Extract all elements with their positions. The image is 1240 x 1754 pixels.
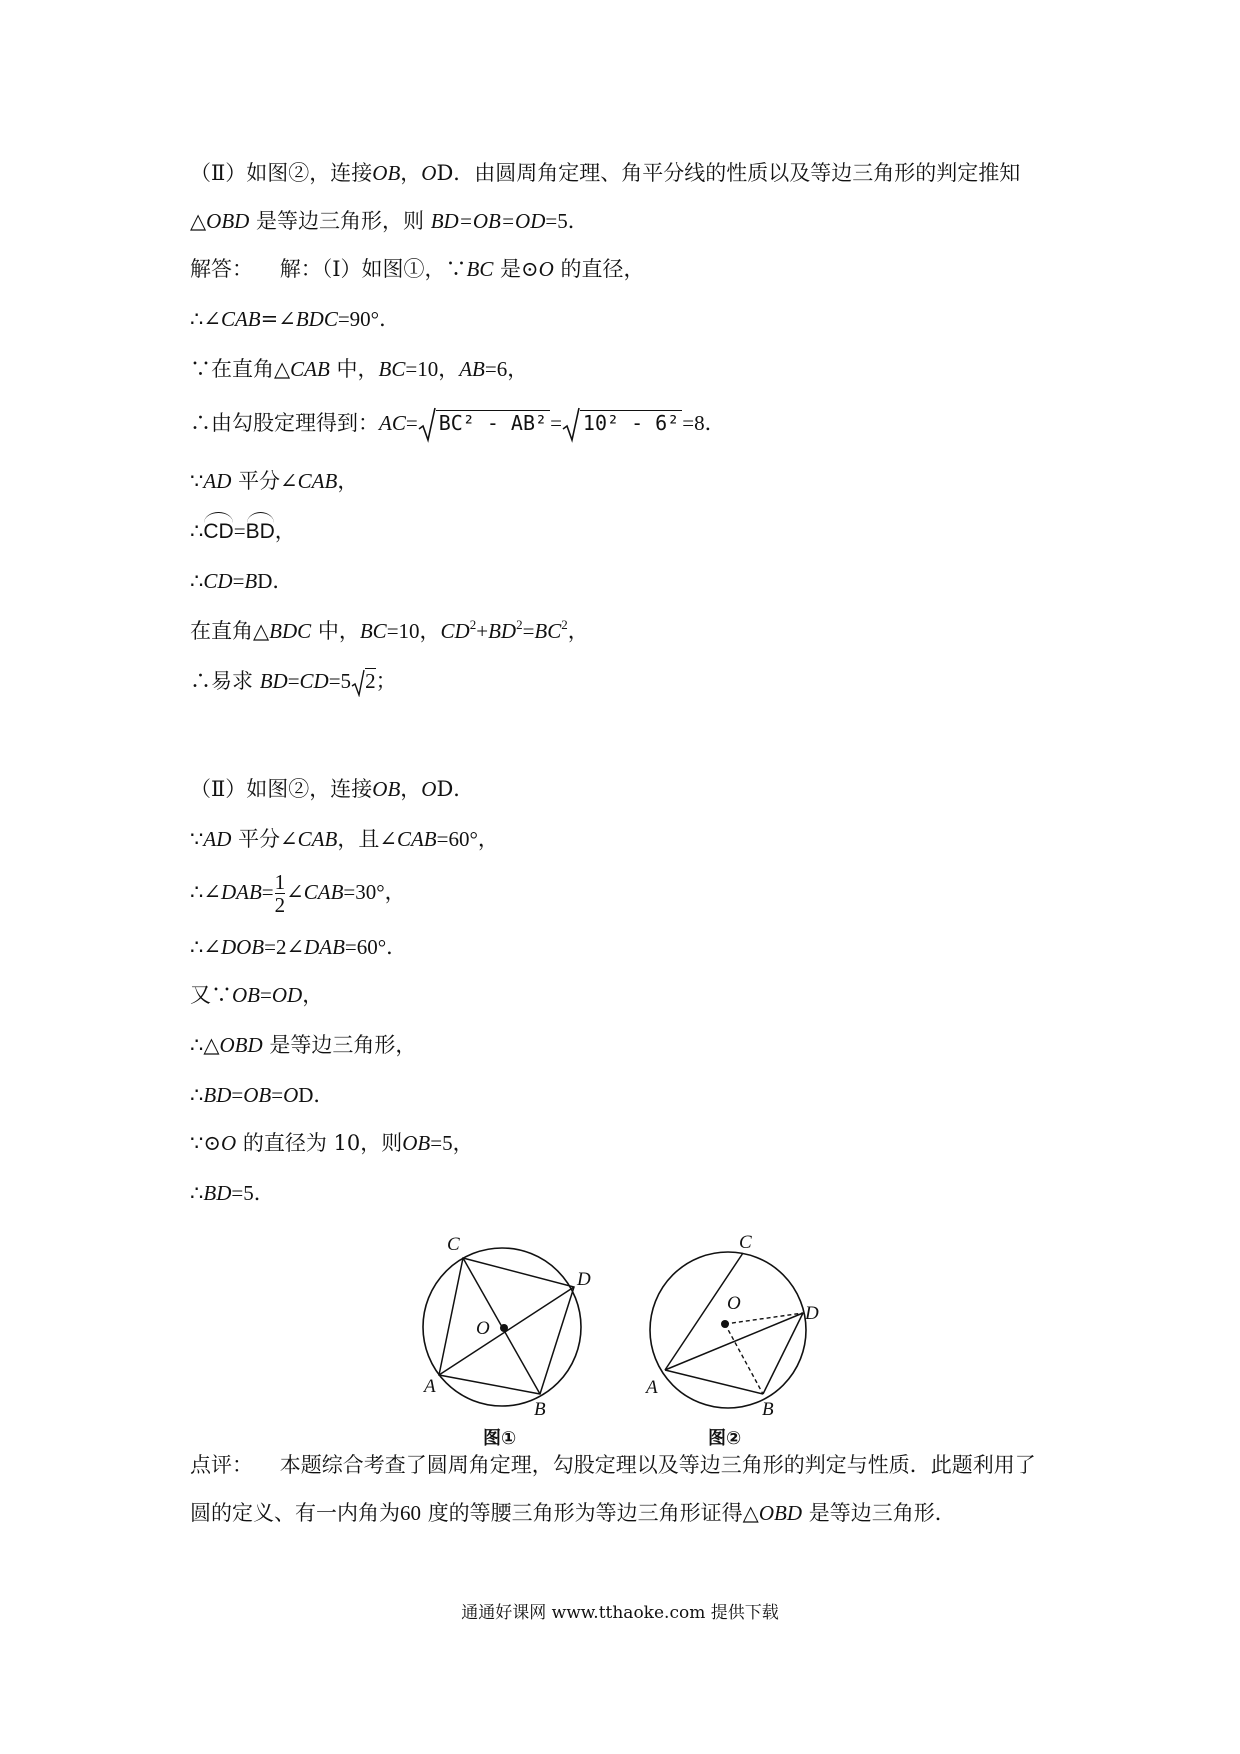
solution-line-triangle-bdc: 在直角△BDC 中，BC=10，$CD^2+BD^2=BC^2$，	[190, 617, 589, 643]
solution-part2-line8: ∵⊙O 的直径为 10，则OB=5，	[190, 1131, 474, 1155]
solution-part2-line1: （Ⅱ）如图②，连接OB，OD．	[190, 777, 475, 801]
solution-part2-line5: 又∵OB=OD，	[190, 983, 324, 1007]
figure-1	[422, 1234, 591, 1449]
comment-line2: 圆的定义、有一内角为60 度的等腰三角形为等边三角形证得△OBD 是等边三角形．	[190, 1501, 956, 1525]
arc-cd: CD	[203, 517, 233, 547]
solution-part2-line3: ∴∠DAB= $\frac{1}{2}$ ∠CAB=30°，	[190, 870, 406, 917]
center-point	[500, 1324, 508, 1332]
solution-line-right-triangle: ∵在直角△CAB 中，BC=10，AB=6，	[190, 357, 529, 381]
analysis-part2-line1: （Ⅱ）如图②，连接OB，OD．由圆周角定理、角平分线的性质以及等边三角形的判定推知	[190, 161, 1021, 185]
solution-part2-line2: ∵AD 平分∠CAB，且∠CAB=60°，	[190, 827, 499, 851]
figure-2	[644, 1232, 819, 1449]
label-a: A	[646, 1377, 658, 1398]
fraction-one-half: $\frac{1}{2}$	[274, 870, 286, 917]
sqrt-sign	[562, 407, 580, 443]
center-point	[721, 1320, 729, 1328]
comment-line1: 点评： 本题综合考查了圆周角定理，勾股定理以及等边三角形的判定与性质．此题利用了	[190, 1453, 1036, 1477]
figure-2-dashed-radii	[725, 1313, 803, 1394]
label-b: B	[762, 1399, 774, 1420]
page-footer: 通通好课网 www.tthaoke.com 提供下载	[461, 1603, 779, 1623]
label-o: O	[727, 1293, 741, 1314]
label-o: O	[476, 1318, 490, 1339]
figure-1-caption: 图①	[483, 1428, 517, 1449]
geometry-figures	[405, 1232, 825, 1452]
label-b: B	[534, 1399, 546, 1420]
solution-line-angles: ∴∠CAB=∠BDC=90°．	[190, 307, 401, 331]
solution-part2-line9: ∴BD=5．	[190, 1181, 275, 1205]
label-c: C	[447, 1234, 460, 1255]
solution-heading-line: 解答： 解：（Ⅰ）如图①，∵BC 是⊙O 的直径，	[190, 257, 645, 281]
sqrt-sign	[418, 407, 436, 443]
solution-line-bisector: ∵AD 平分∠CAB，	[190, 469, 359, 493]
solution-line-result1: ∴易求 BD=CD=5 2；	[190, 666, 397, 697]
solution-line-pythagoras: ∴由勾股定理得到：AC= BC² - AB² = 10² - 6² =8．	[190, 404, 726, 442]
label-d: D	[805, 1303, 819, 1324]
sqrt-radicand: 10² - 6²	[580, 410, 682, 435]
label-c: C	[739, 1232, 752, 1253]
solution-part2-line7: ∴BD=OB=OD．	[190, 1083, 335, 1107]
solution-line-arcs: ∴CD=BD，	[190, 516, 296, 547]
sqrt-sign	[351, 669, 365, 697]
solution-line-chords: ∴CD=BD．	[190, 569, 294, 593]
figure-2-caption: 图②	[708, 1428, 742, 1449]
analysis-part2-line2: △OBD 是等边三角形，则 BD=OB=OD=5．	[190, 209, 589, 233]
arc-bd: BD	[246, 517, 275, 547]
sqrt-radicand: BC² - AB²	[436, 410, 550, 435]
solution-part2-line4: ∴∠DOB=2∠DAB=60°．	[190, 935, 408, 959]
label-d: D	[577, 1269, 591, 1290]
solution-part2-line6: ∴△OBD 是等边三角形，	[190, 1033, 417, 1057]
label-a: A	[424, 1376, 436, 1397]
